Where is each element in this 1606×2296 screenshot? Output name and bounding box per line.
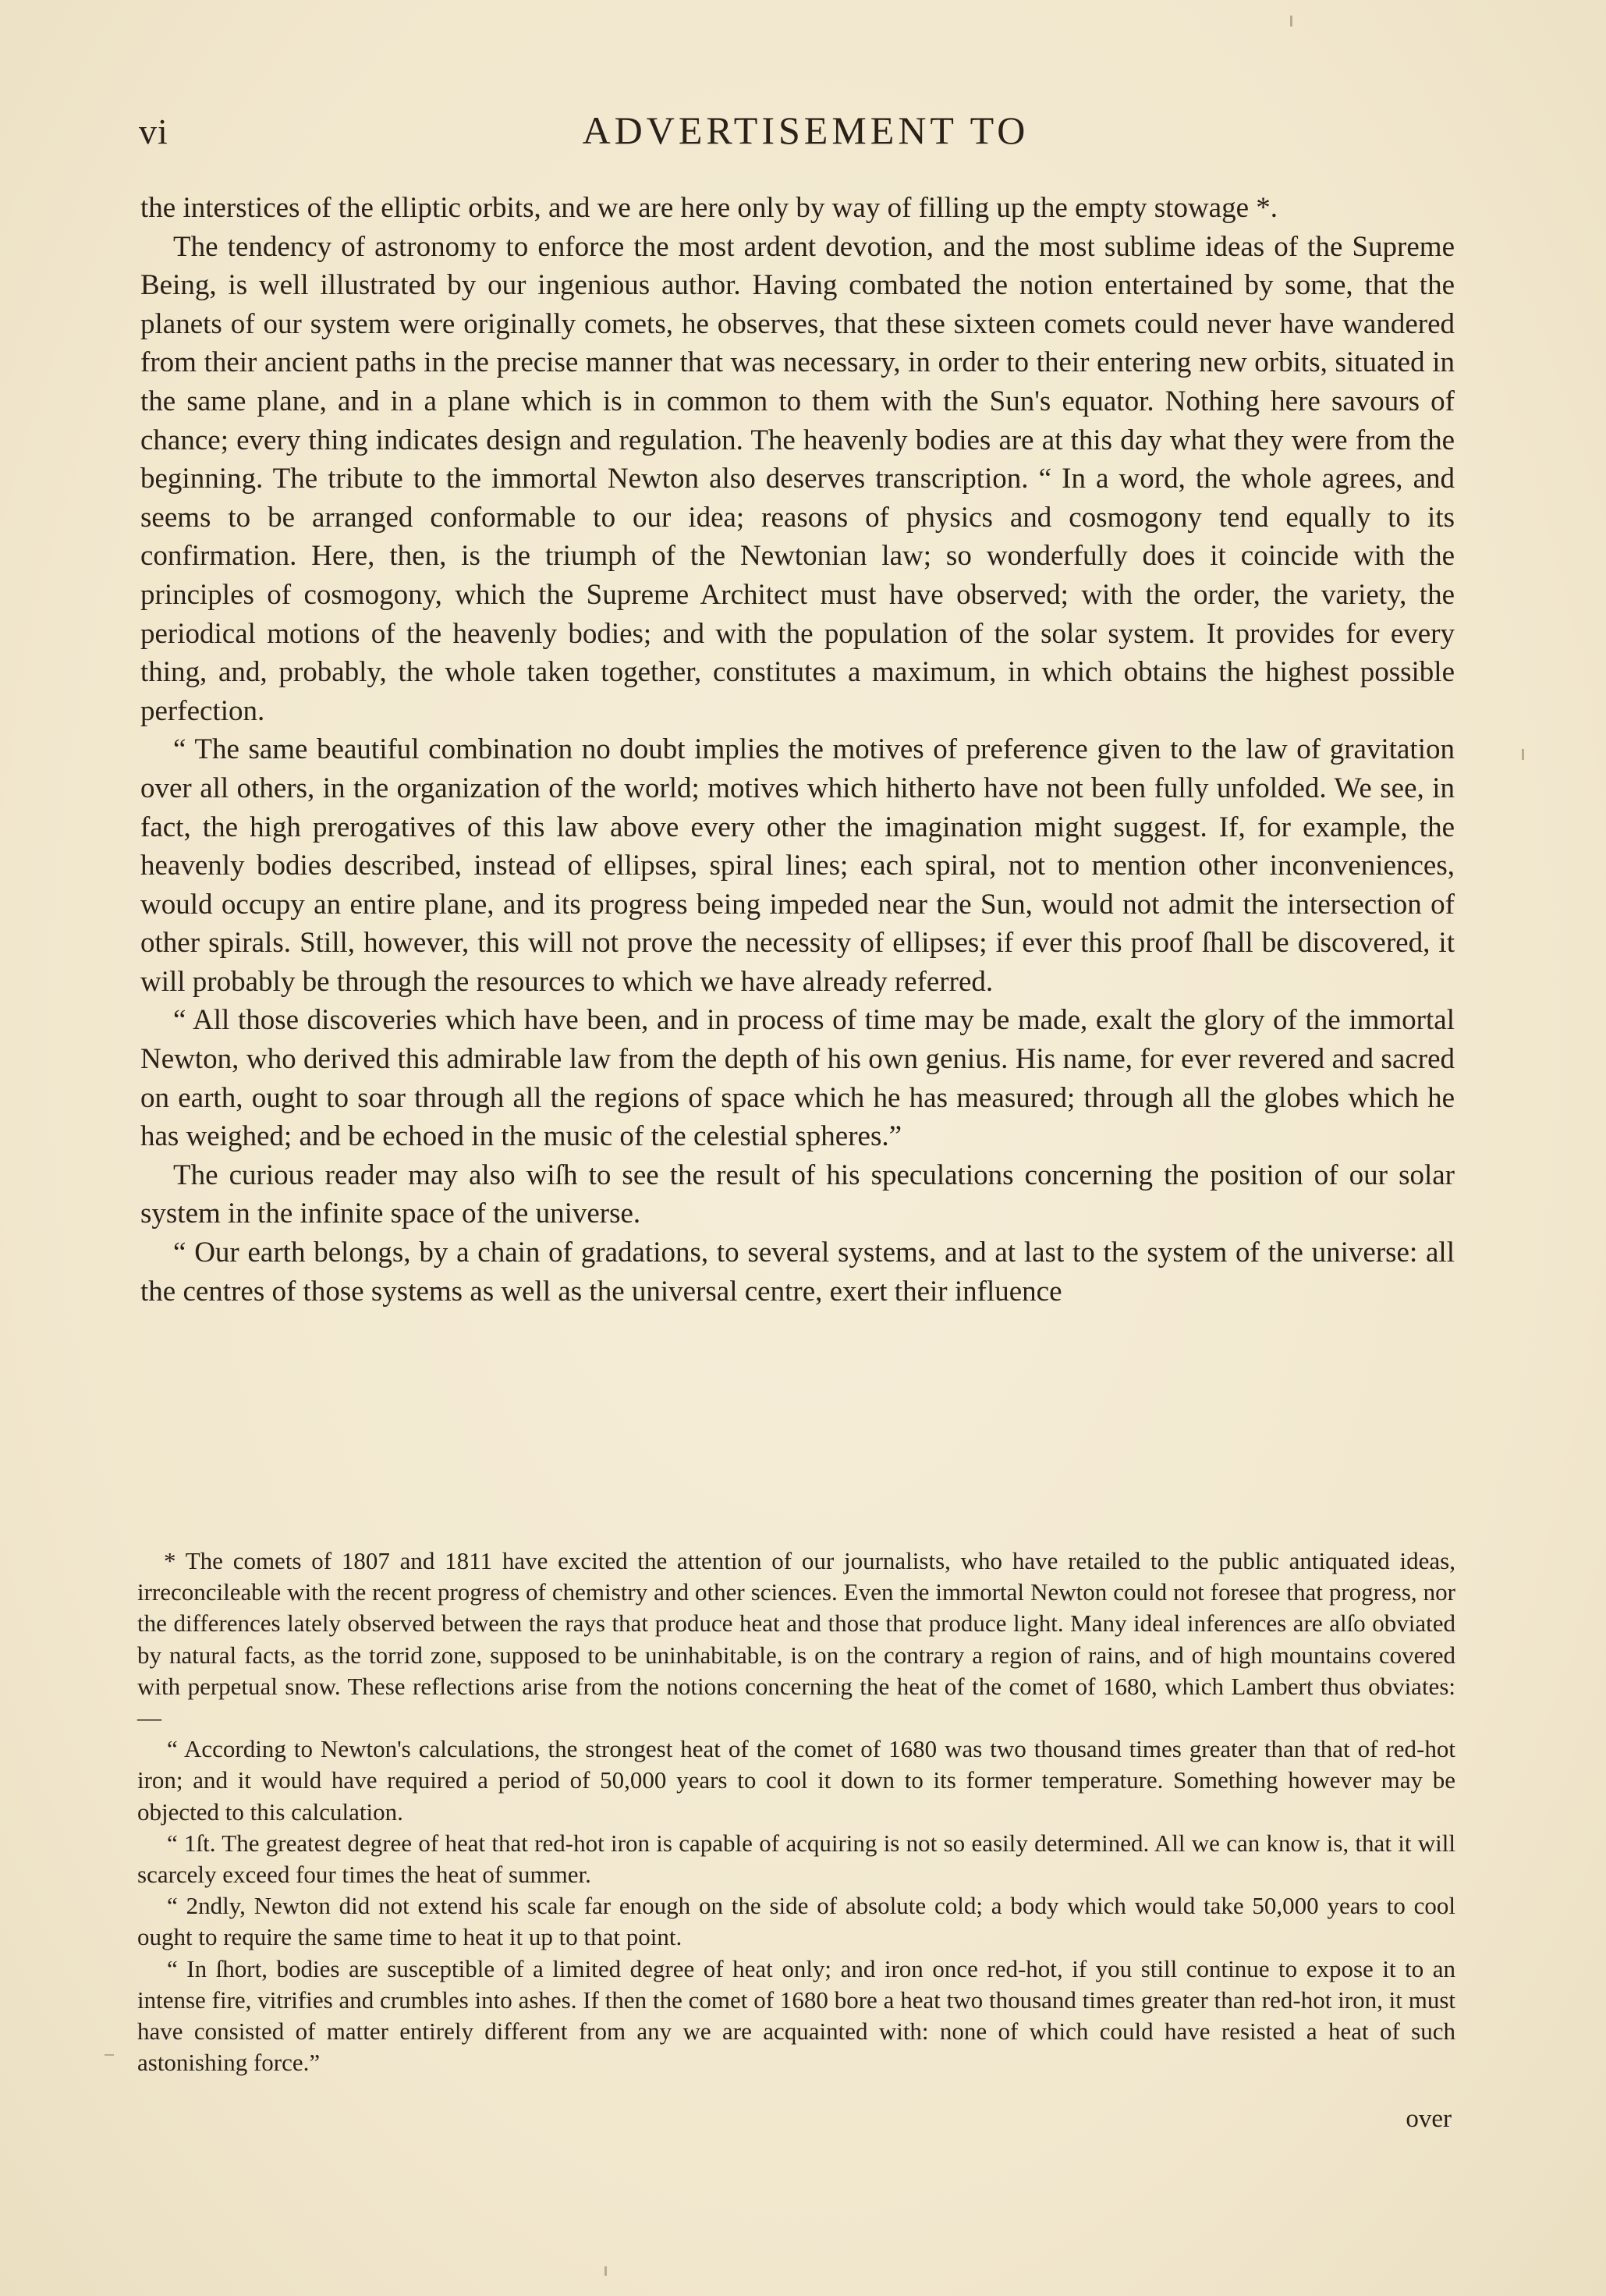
catchword: over <box>1406 2105 1452 2133</box>
page-header <box>139 108 1473 162</box>
body-paragraph: “ Our earth belongs, by a chain of gradations, to several systems, and at last to the system of the universe: all the centres of those systems as well as the universal centre, exert their influence <box>140 1237 1455 1308</box>
body-paragraph: The tendency of astronomy to enforce the most ardent devotion, and the most sublime ideas of the Supreme Being, is well illustrated by our ingenious author. Having combated the notion entertained by some, that the planets of our system were originally comets, he observes, that these sixteen comets could never have wandered from their ancient paths in the precise manner that was necessary, in order to their entering new orbits, situated in the same plane, and in a plane which is in common to them with the Sun's equator. Nothing here savours of chance; every thing indicates design and regulation. The heavenly bodies are at this day what they were from the beginning. The tribute to the immortal Newton also deserves transcription. “ In a word, the whole agrees, and seems to be arranged conformable to our idea; reasons of physics and cosmogony tend equally to its confirmation. Here, then, is the triumph of the Newtonian law; so wonderfully does it coincide with the principles of cosmogony, which the Supreme Architect must have observed; with the order, the variety, the periodical motions of the heavenly bodies; and with the population of the solar system. It provides for every thing, and, probably, the whole taken together, constitutes a maximum, in which obtains the highest possible perfection. <box>140 230 1455 727</box>
margin-speck <box>1522 749 1524 760</box>
margin-speck <box>1290 16 1292 27</box>
body-paragraph: “ All those discoveries which have been, and in process of time may be made, exalt the glory of the immortal Newton, who derived this admirable law from the depth of his own genius. His name, for ever revered and sacred on earth, ought to soar through all the regions of space which he has measured; through all the globes which he has weighed; and be echoed in the music of the celestial spheres.” <box>140 1004 1455 1153</box>
footnote-paragraph: “ According to Newton's calculations, the strongest heat of the comet of 1680 was two thousand times greater than that of red-hot iron; and it would have required a period of 50,000 years to cool it down to its former temperature. Something however may be objected to this calculation. <box>137 1735 1455 1826</box>
body-paragraph: The curious reader may also wiſh to see the result of his speculations concerning the position of our solar system in the infinite space of the universe. <box>140 1159 1455 1230</box>
body-text <box>140 189 1455 1311</box>
running-head: ADVERTISEMENT TO <box>582 108 1030 152</box>
page-number: vi <box>139 112 168 151</box>
footnotes <box>137 1545 1455 2078</box>
margin-speck <box>105 2054 114 2056</box>
margin-speck <box>604 2266 607 2276</box>
footnote-paragraph: “ In ſhort, bodies are susceptible of a limited degree of heat only; and iron once red-hot, if you still continue to expose it to an intense fire, vitrifies and crumbles into ashes. If then the comet of 1680 bore a heat two thousand times greater than red-hot iron, it must have consisted of matter entirely different from any we are acquainted with: none of which could have resisted a heat of such astonishing force.” <box>137 1954 1455 2077</box>
body-paragraph: “ The same beautiful combination no doubt implies the motives of preference given to the law of gravitation over all others, in the organization of the world; motives which hitherto have not been fully unfolded. We see, in fact, the high prerogatives of this law above every other the imagination might suggest. If, for example, the heavenly bodies described, instead of ellipses, spiral lines; each spiral, not to mention other inconveniences, would occupy an entire plane, and its progress being impeded near the Sun, would not admit the intersection of other spirals. Still, however, this will not prove the necessity of ellipses; if ever this proof ſhall be discovered, it will probably be through the resources to which we have already referred. <box>140 733 1455 998</box>
body-paragraph: the interstices of the elliptic orbits, and we are here only by way of filling up the empty stowage *. <box>140 192 1278 224</box>
footnote-paragraph: “ 1ſt. The greatest degree of heat that red-hot iron is capable of acquiring is not so easily determined. All we can know is, that it will scarcely exceed four times the heat of summer. <box>137 1829 1455 1889</box>
footnote-paragraph: * The comets of 1807 and 1811 have excited the attention of our journalists, who have retailed to the public antiquated ideas, irreconcileable with the recent progress of chemistry and other sciences. Even the immortal Newton could not foresee that progress, nor the differences lately observed between the rays that produce heat and those that produce light. Many ideal inferences are alſo obviated by natural facts, as the torrid zone, supposed to be uninhabitable, is on the contrary a region of rains, and of high mountains covered with perpetual snow. These reflections arise from the notions concerning the heat of the comet of 1680, which Lambert thus obviates: — <box>137 1547 1455 1732</box>
footnote-paragraph: “ 2ndly, Newton did not extend his scale far enough on the side of absolute cold; a body which would take 50,000 years to cool ought to require the same time to heat it up to that point. <box>137 1892 1455 1951</box>
